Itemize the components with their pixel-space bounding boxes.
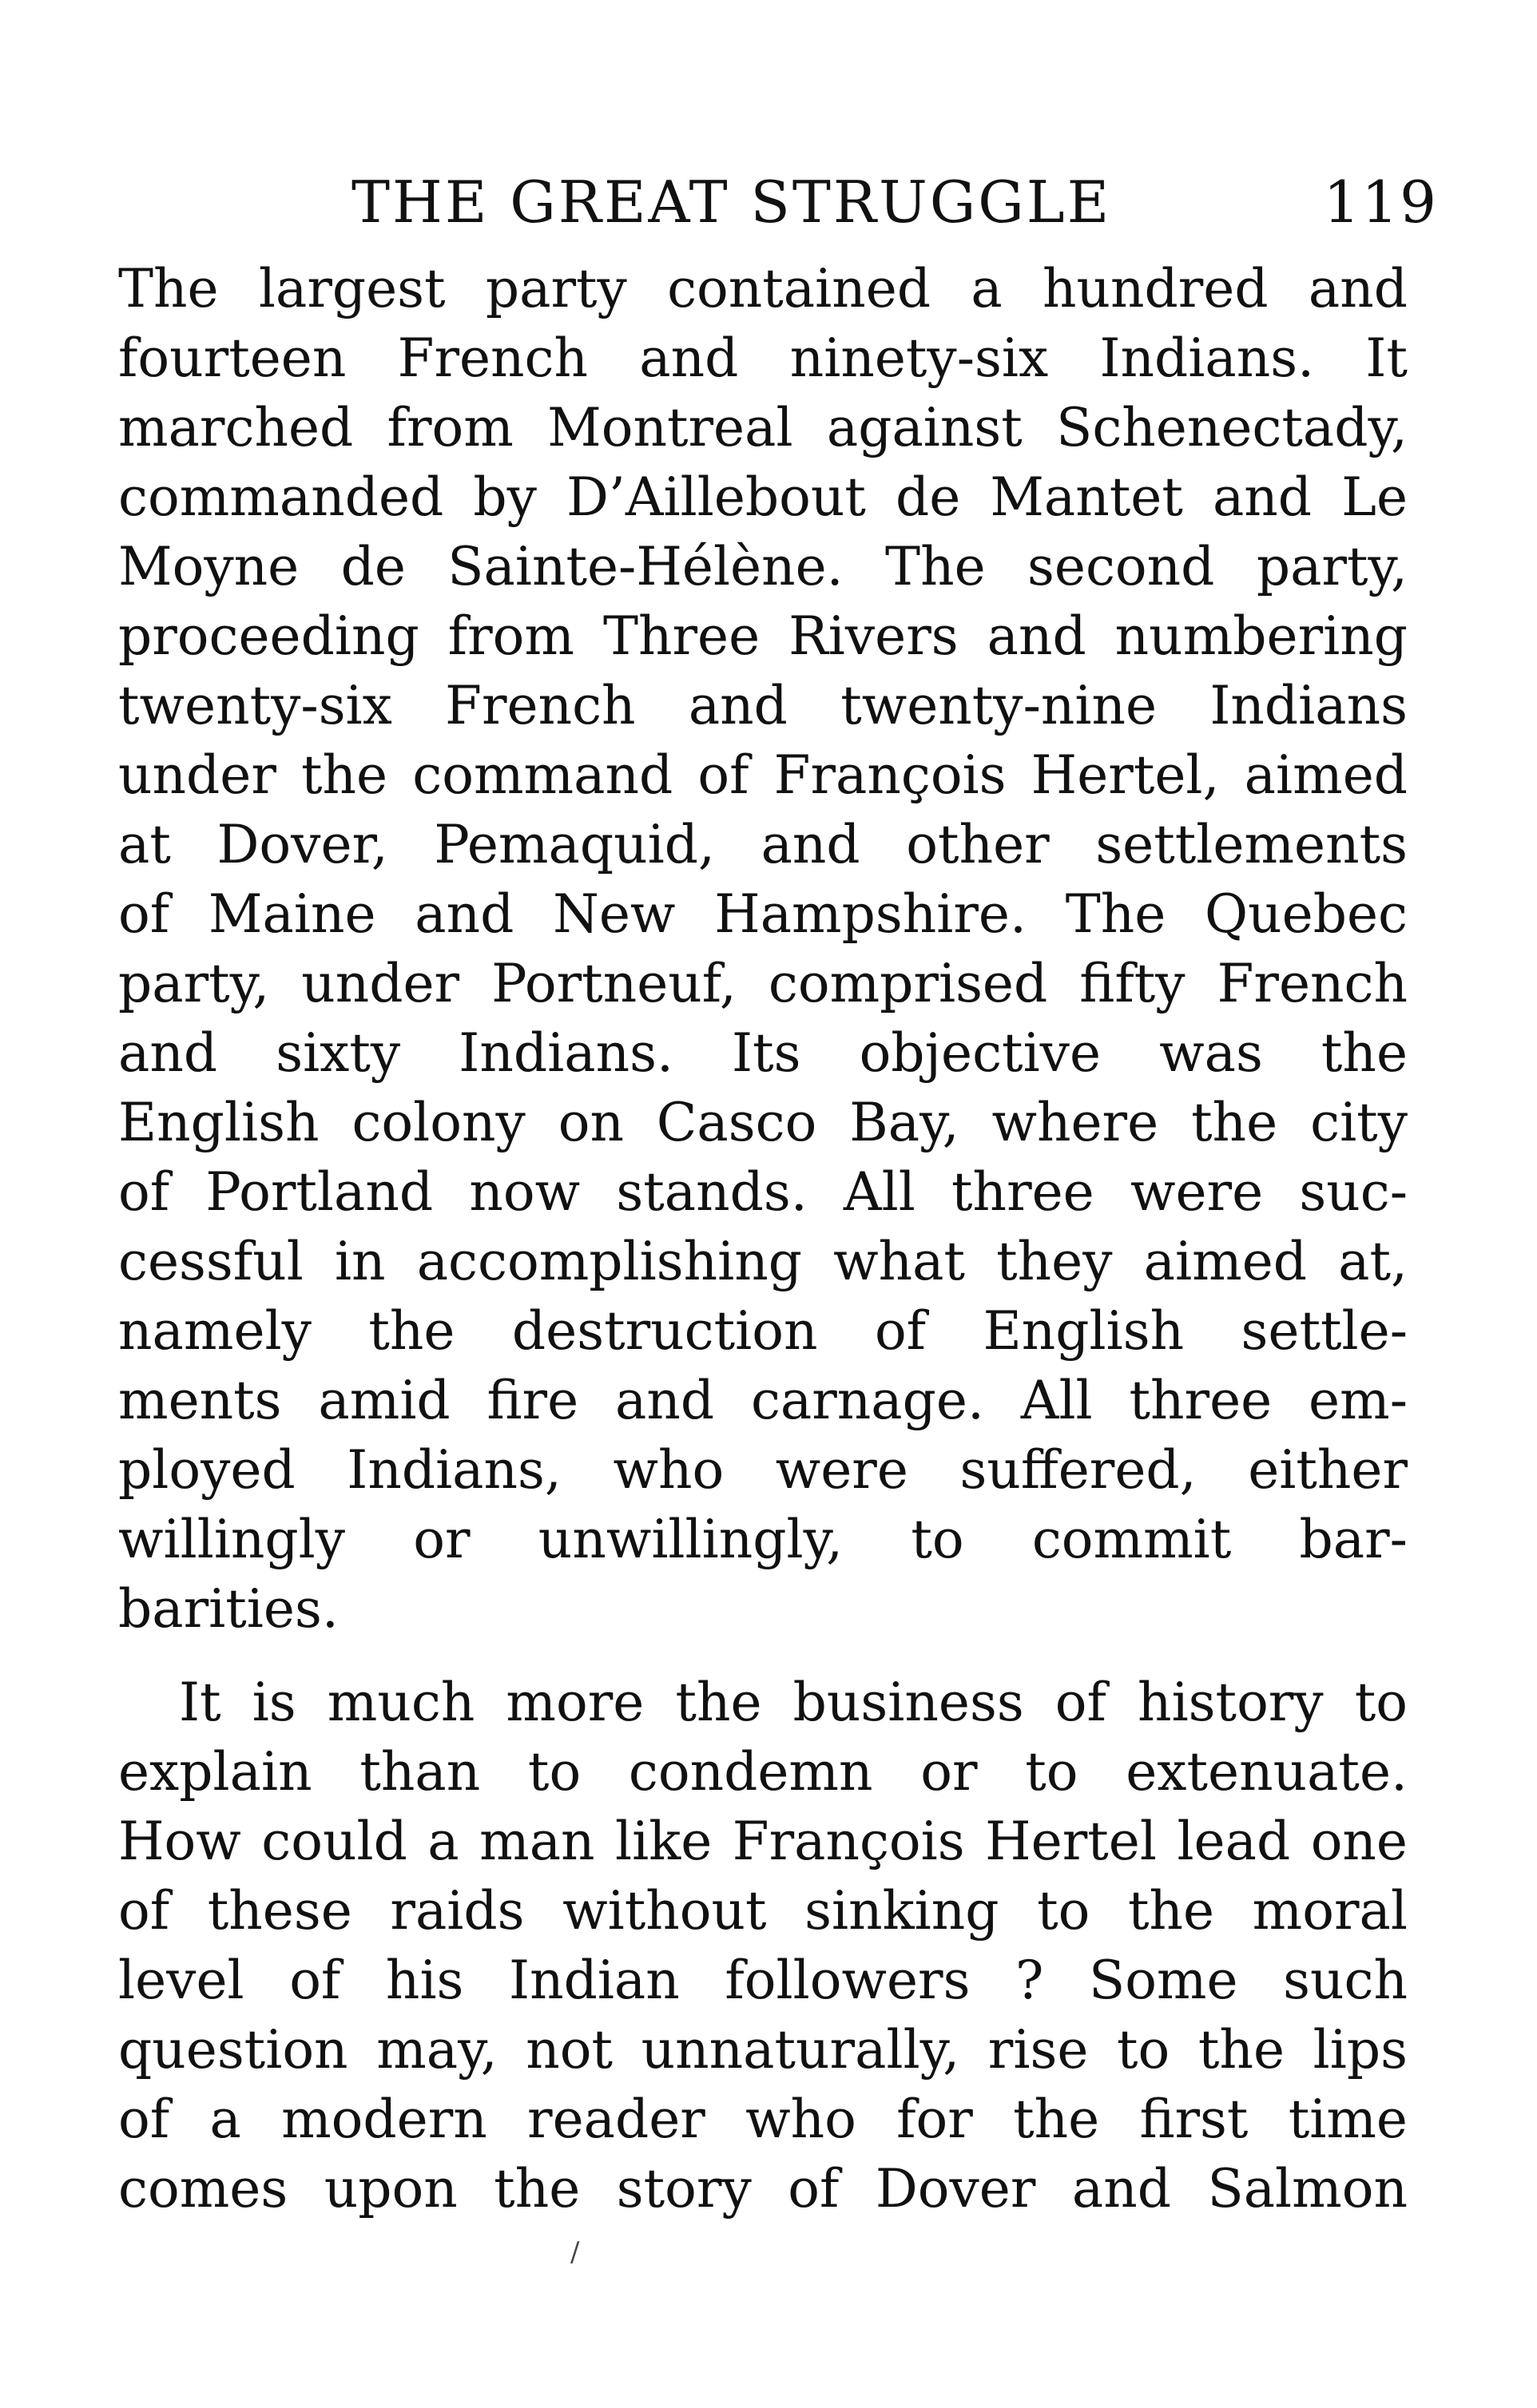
text-line: cessful in accomplishing what they aimed at, xyxy=(118,1231,1408,1292)
text-line: of a modern reader who for the first time xyxy=(118,2089,1408,2150)
text-line: level of his Indian followers ? Some such xyxy=(118,1950,1408,2011)
text-line: and sixty Indians. Its objective was the xyxy=(118,1022,1408,1084)
text-line: party, under Portneuf, comprised fifty French xyxy=(118,953,1408,1014)
text-line: of Maine and New Hampshire. The Quebec xyxy=(118,883,1408,945)
text-line: at Dover, Pemaquid, and other settlements xyxy=(118,814,1408,875)
text-line: ployed Indians, who were suffered, either xyxy=(118,1439,1408,1501)
text-line: Moyne de Sainte-Hélène. The second party, xyxy=(118,536,1408,597)
text-line: under the command of François Hertel, aimed xyxy=(118,744,1408,806)
text-line: marched from Montreal against Schenectady, xyxy=(118,397,1408,458)
text-line: of these raids without sinking to the moral xyxy=(118,1880,1408,1942)
body-text xyxy=(118,254,1408,2224)
text-line: barities. xyxy=(118,1578,339,1640)
running-head: THE GREAT STRUGGLE xyxy=(351,169,1112,236)
text-line: English colony on Casco Bay, where the city xyxy=(118,1092,1408,1153)
text-line: of Portland now stands. All three were suc- xyxy=(118,1161,1408,1223)
paragraph-1 xyxy=(118,254,1408,1644)
text-line: proceeding from Three Rivers and numbering xyxy=(118,605,1408,667)
text-line: willingly or unwillingly, to commit bar- xyxy=(118,1509,1408,1570)
page-number: 119 xyxy=(1323,169,1438,236)
text-line: The largest party contained a hundred and xyxy=(118,258,1408,319)
paragraph-2 xyxy=(118,1668,1408,2224)
stray-mark: / xyxy=(570,2236,580,2268)
text-line: explain than to condemn or to extenuate. xyxy=(118,1741,1408,1803)
paragraph-gap xyxy=(118,1644,1408,1668)
text-line: comes upon the story of Dover and Salmon xyxy=(118,2158,1408,2220)
text-line: namely the destruction of English settle- xyxy=(118,1300,1408,1362)
text-line: How could a man like François Hertel lead one xyxy=(118,1811,1408,1872)
text-line: It is much more the business of history to xyxy=(179,1672,1408,1733)
text-line: twenty-six French and twenty-nine Indians xyxy=(118,675,1408,736)
text-line: ments amid fire and carnage. All three em- xyxy=(118,1370,1408,1431)
text-line: question may, not unnaturally, rise to the lips xyxy=(118,2019,1408,2081)
text-line: commanded by D’Aillebout de Mantet and Le xyxy=(118,466,1408,528)
page-header xyxy=(351,166,1438,238)
text-line: fourteen French and ninety-six Indians. It xyxy=(118,327,1408,389)
